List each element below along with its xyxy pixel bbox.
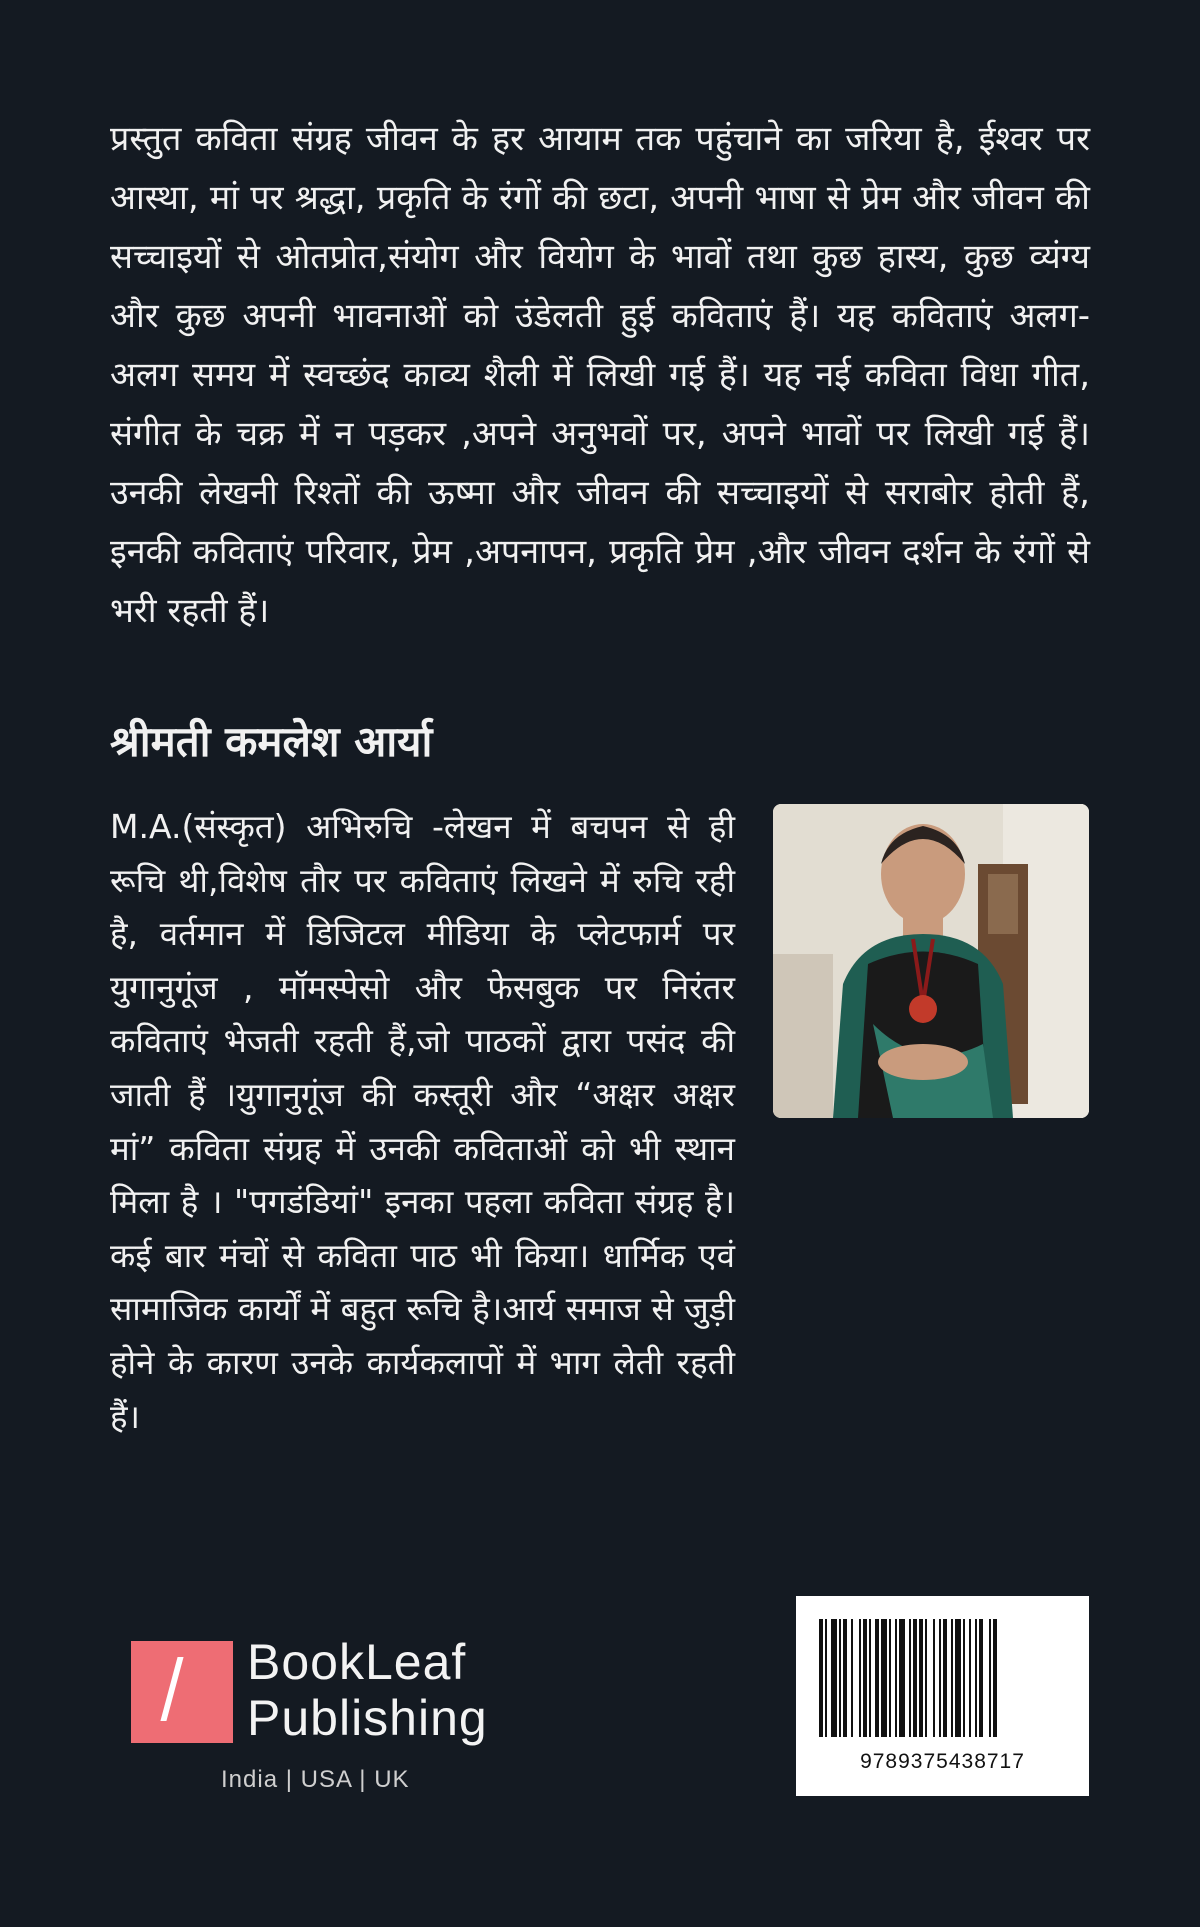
publisher-name-line1: BookLeaf (247, 1634, 467, 1690)
barcode-bar (843, 1619, 847, 1737)
barcode-bar (851, 1619, 853, 1737)
barcode-bar (943, 1619, 947, 1737)
isbn-number: 9789375438717 (860, 1750, 1025, 1773)
barcode-bar (933, 1619, 935, 1737)
barcode-bar (839, 1619, 841, 1737)
author-bio: M.A.(संस्कृत) अभिरुचि -लेखन में बचपन से ही रूचि थी,विशेष तौर पर कविताएं लिखने में रुचि रही है, वर्तमान में डिजिटल मीडिया के प्लेटफार्म पर युगानुगूंज , मॉमस्पेसो और फेसबुक पर निरंतर कविताएं भेजती रहती हैं,जो पाठकों द्वारा पसंद की जाती हैं ।युगानुगूंज की कस्तूरी और “अक्षर अक्षर मां” कविता संग्रह में उनकी कविताओं को भी स्थान मिला है । "पगडंडियां" इनका पहला कविता संग्रह है। कई बार मंचों से कविता पाठ भी किया। धार्मिक एवं सामाजिक कार्यों में बहुत रूचि है।आर्य समाज से जुड़ी होने के कारण उनके कार्यकलापों में भाग लेती रहती हैं। (110, 807, 735, 1436)
barcode-bar (899, 1619, 905, 1737)
barcode-bar (825, 1619, 827, 1737)
barcode-bar (939, 1619, 941, 1737)
barcode-bar (963, 1619, 965, 1737)
publisher-regions: India | USA | UK (221, 1766, 410, 1793)
barcode-bar (955, 1619, 961, 1737)
barcode-bar (989, 1619, 991, 1737)
publisher-logo (131, 1634, 531, 1800)
barcode-bar (925, 1619, 927, 1737)
barcode-bar (889, 1619, 891, 1737)
isbn-barcode (796, 1596, 1089, 1796)
barcode-bar (863, 1619, 867, 1737)
publisher-logo-mark (131, 1641, 233, 1743)
barcode-bar (909, 1619, 911, 1737)
publisher-name-line2: Publishing (247, 1690, 488, 1746)
blurb-text: प्रस्तुत कविता संग्रह जीवन के हर आयाम तक पहुंचाने का जरिया है, ईश्वर पर आस्था, मां पर श्रद्धा, प्रकृति के रंगों की छटा, अपनी भाषा से प्रेम और जीवन की सच्चाइयों से ओतप्रोत,संयोग और वियोग के भावों तथा कुछ हास्य, कुछ व्यंग्य और कुछ अपनी भावनाओं को उंडेलती हुई कविताएं हैं। यह कविताएं अलग-अलग समय में स्वच्छंद काव्य शैली में लिखी गई हैं। यह नई कविता विधा गीत, संगीत के चक्र में न पड़कर ,अपने अनुभवों पर, अपने भावों पर लिखी गई हैं। उनकी लेखनी रिश्तों की ऊष्मा और जीवन की सच्चाइयों से सराबोर होती हैं, इनकी कविताएं परिवार, प्रेम ,अपनापन, प्रकृति प्रेम ,और जीवन दर्शन के रंगों से भरी रहती हैं। (110, 119, 1090, 631)
barcode-bar (951, 1619, 953, 1737)
author-photo (773, 804, 1089, 1118)
barcode-bar (875, 1619, 879, 1737)
barcode-bar (969, 1619, 971, 1737)
barcode-bar (881, 1619, 887, 1737)
barcode-bar (859, 1619, 861, 1737)
barcode-bar (819, 1619, 823, 1737)
barcode-bar (975, 1619, 977, 1737)
barcode-bar (993, 1619, 997, 1737)
barcode-bar (869, 1619, 871, 1737)
barcode-bar (895, 1619, 897, 1737)
barcode-bar (831, 1619, 837, 1737)
author-name: श्रीमती कमलेश आर्या (110, 717, 433, 766)
barcode-bars (819, 1619, 1066, 1737)
barcode-bar (979, 1619, 983, 1737)
publisher-name (247, 1634, 488, 1746)
barcode-bar (913, 1619, 917, 1737)
barcode-bar (919, 1619, 923, 1737)
